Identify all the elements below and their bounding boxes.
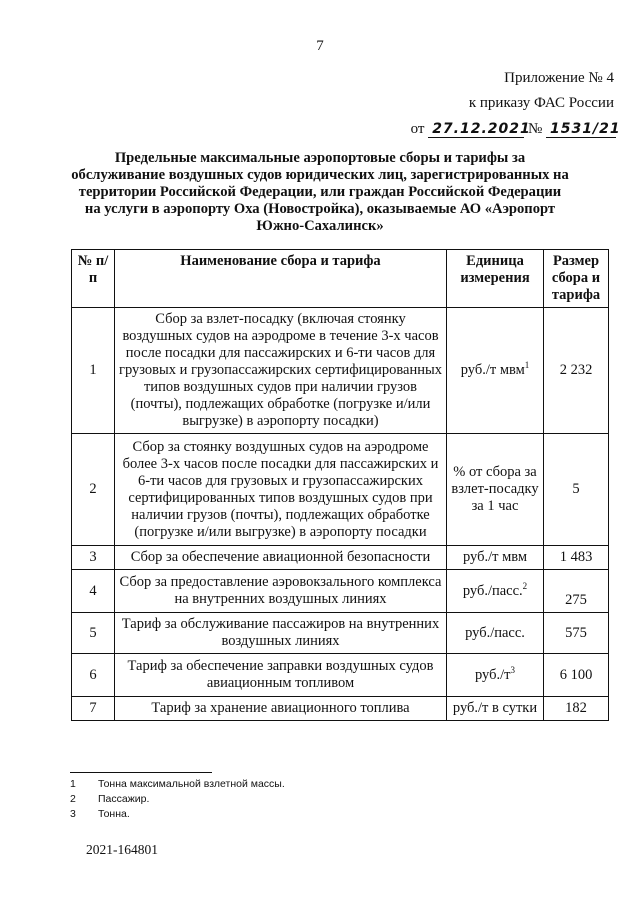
table-row <box>72 308 609 434</box>
table-row <box>72 613 609 654</box>
order-date: 27.12.2021 <box>428 121 524 138</box>
row-unit <box>447 546 544 570</box>
row-size: 2 232 <box>544 308 609 434</box>
header-name: Наименование сбора и тарифа <box>115 250 447 308</box>
row-unit <box>447 570 544 613</box>
unit-text: руб./т мвм <box>462 549 528 565</box>
order-date-number <box>410 121 621 138</box>
footnotes <box>70 777 285 822</box>
table-row <box>72 697 609 721</box>
footnote-item <box>70 777 285 792</box>
row-num: 6 <box>72 654 115 697</box>
row-unit <box>447 654 544 697</box>
row-name: Сбор за взлет-посадку (включая стоянку воздушных судов на аэродроме в течение 3-х часов после посадки для пассажирских и 6-ти часов для грузовых и грузопассажирских сертифицированных типов воздушных судов при наличии грузов (почты), подлежащих обработке (погрузке и/или выгрузке) в аэропорту посадки) <box>115 308 447 434</box>
unit-text: руб./пасс. <box>465 624 525 641</box>
appendix-title: Приложение № 4 <box>504 70 614 86</box>
row-size: 575 <box>544 613 609 654</box>
row-name: Тариф за хранение авиационного топлива <box>115 697 447 721</box>
row-size: 5 <box>544 434 609 546</box>
row-size: 182 <box>544 697 609 721</box>
date-prefix: от <box>410 121 425 137</box>
footnote-text: Тонна максимальной взлетной массы. <box>98 778 285 790</box>
unit-text: % от сбора за взлет-посадку за 1 час <box>451 464 539 514</box>
order-number: 1531/21 <box>546 121 616 138</box>
footnote-number: 1 <box>70 778 76 790</box>
table-row <box>72 570 609 613</box>
row-unit <box>447 434 544 546</box>
document-title: Предельные максимальные аэропортовые сборы и тарифы за обслуживание воздушных судов юридических лиц, зарегистрированных на территории Российской Федерации, или граждан Российской Федерации на услуги в аэропорту Оха (Новостройка), оказываемые АО «Аэропорт Южно-Сахалинск» <box>71 150 569 234</box>
row-name: Сбор за предоставление аэровокзального комплекса на внутренних воздушных линиях <box>115 570 447 613</box>
row-size: 6 100 <box>544 654 609 697</box>
header-num: № п/п <box>72 250 115 308</box>
row-unit <box>447 613 544 654</box>
footnote-number: 2 <box>70 793 76 805</box>
row-size: 275 <box>544 570 609 613</box>
unit-text: руб./пасс. <box>462 582 523 599</box>
header-size: Размер сбора и тарифа <box>544 250 609 308</box>
footnote-divider <box>70 772 212 773</box>
footnote-number: 3 <box>70 808 76 820</box>
row-name: Сбор за обеспечение авиационной безопасности <box>115 546 447 570</box>
table-row <box>72 434 609 546</box>
document-id: 2021-164801 <box>86 842 158 857</box>
page-number: 7 <box>316 38 324 54</box>
unit-text: руб./т мвм <box>460 362 525 378</box>
row-num: 1 <box>72 308 115 434</box>
footnote-text: Пассажир. <box>98 793 150 805</box>
tariff-table <box>71 249 609 721</box>
footnote-ref: 2 <box>522 580 528 591</box>
footnote-ref: 1 <box>524 360 530 371</box>
table-row <box>72 546 609 570</box>
row-num: 3 <box>72 546 115 570</box>
unit-text: руб./т в сутки <box>452 700 538 716</box>
table-row <box>72 654 609 697</box>
number-prefix: № <box>527 121 543 137</box>
row-name: Сбор за стоянку воздушных судов на аэродроме более 3-х часов после посадки для пассажирских и 6-ти часов для грузовых и грузопассажирских сертифицированных типов воздушных судов при наличии грузов (почты), подлежащих обработке (погрузке и/или выгрузке) в аэропорту посадки <box>115 434 447 546</box>
row-name: Тариф за обеспечение заправки воздушных судов авиационным топливом <box>115 654 447 697</box>
row-unit <box>447 308 544 434</box>
appendix-order-ref: к приказу ФАС России <box>468 95 614 111</box>
row-size: 1 483 <box>544 546 609 570</box>
table-header-row <box>72 250 609 308</box>
row-num: 7 <box>72 697 115 721</box>
row-num: 2 <box>72 434 115 546</box>
footnote-ref: 3 <box>510 664 515 675</box>
row-unit <box>447 697 544 721</box>
header-unit: Единица измерения <box>447 250 544 308</box>
row-num: 5 <box>72 613 115 654</box>
row-name: Тариф за обслуживание пассажиров на внутренних воздушных линиях <box>115 613 447 654</box>
footnote-text: Тонна. <box>98 808 130 820</box>
unit-text: руб./т <box>475 666 511 683</box>
row-num: 4 <box>72 570 115 613</box>
footnote-item <box>70 807 285 822</box>
footnote-item <box>70 792 285 807</box>
